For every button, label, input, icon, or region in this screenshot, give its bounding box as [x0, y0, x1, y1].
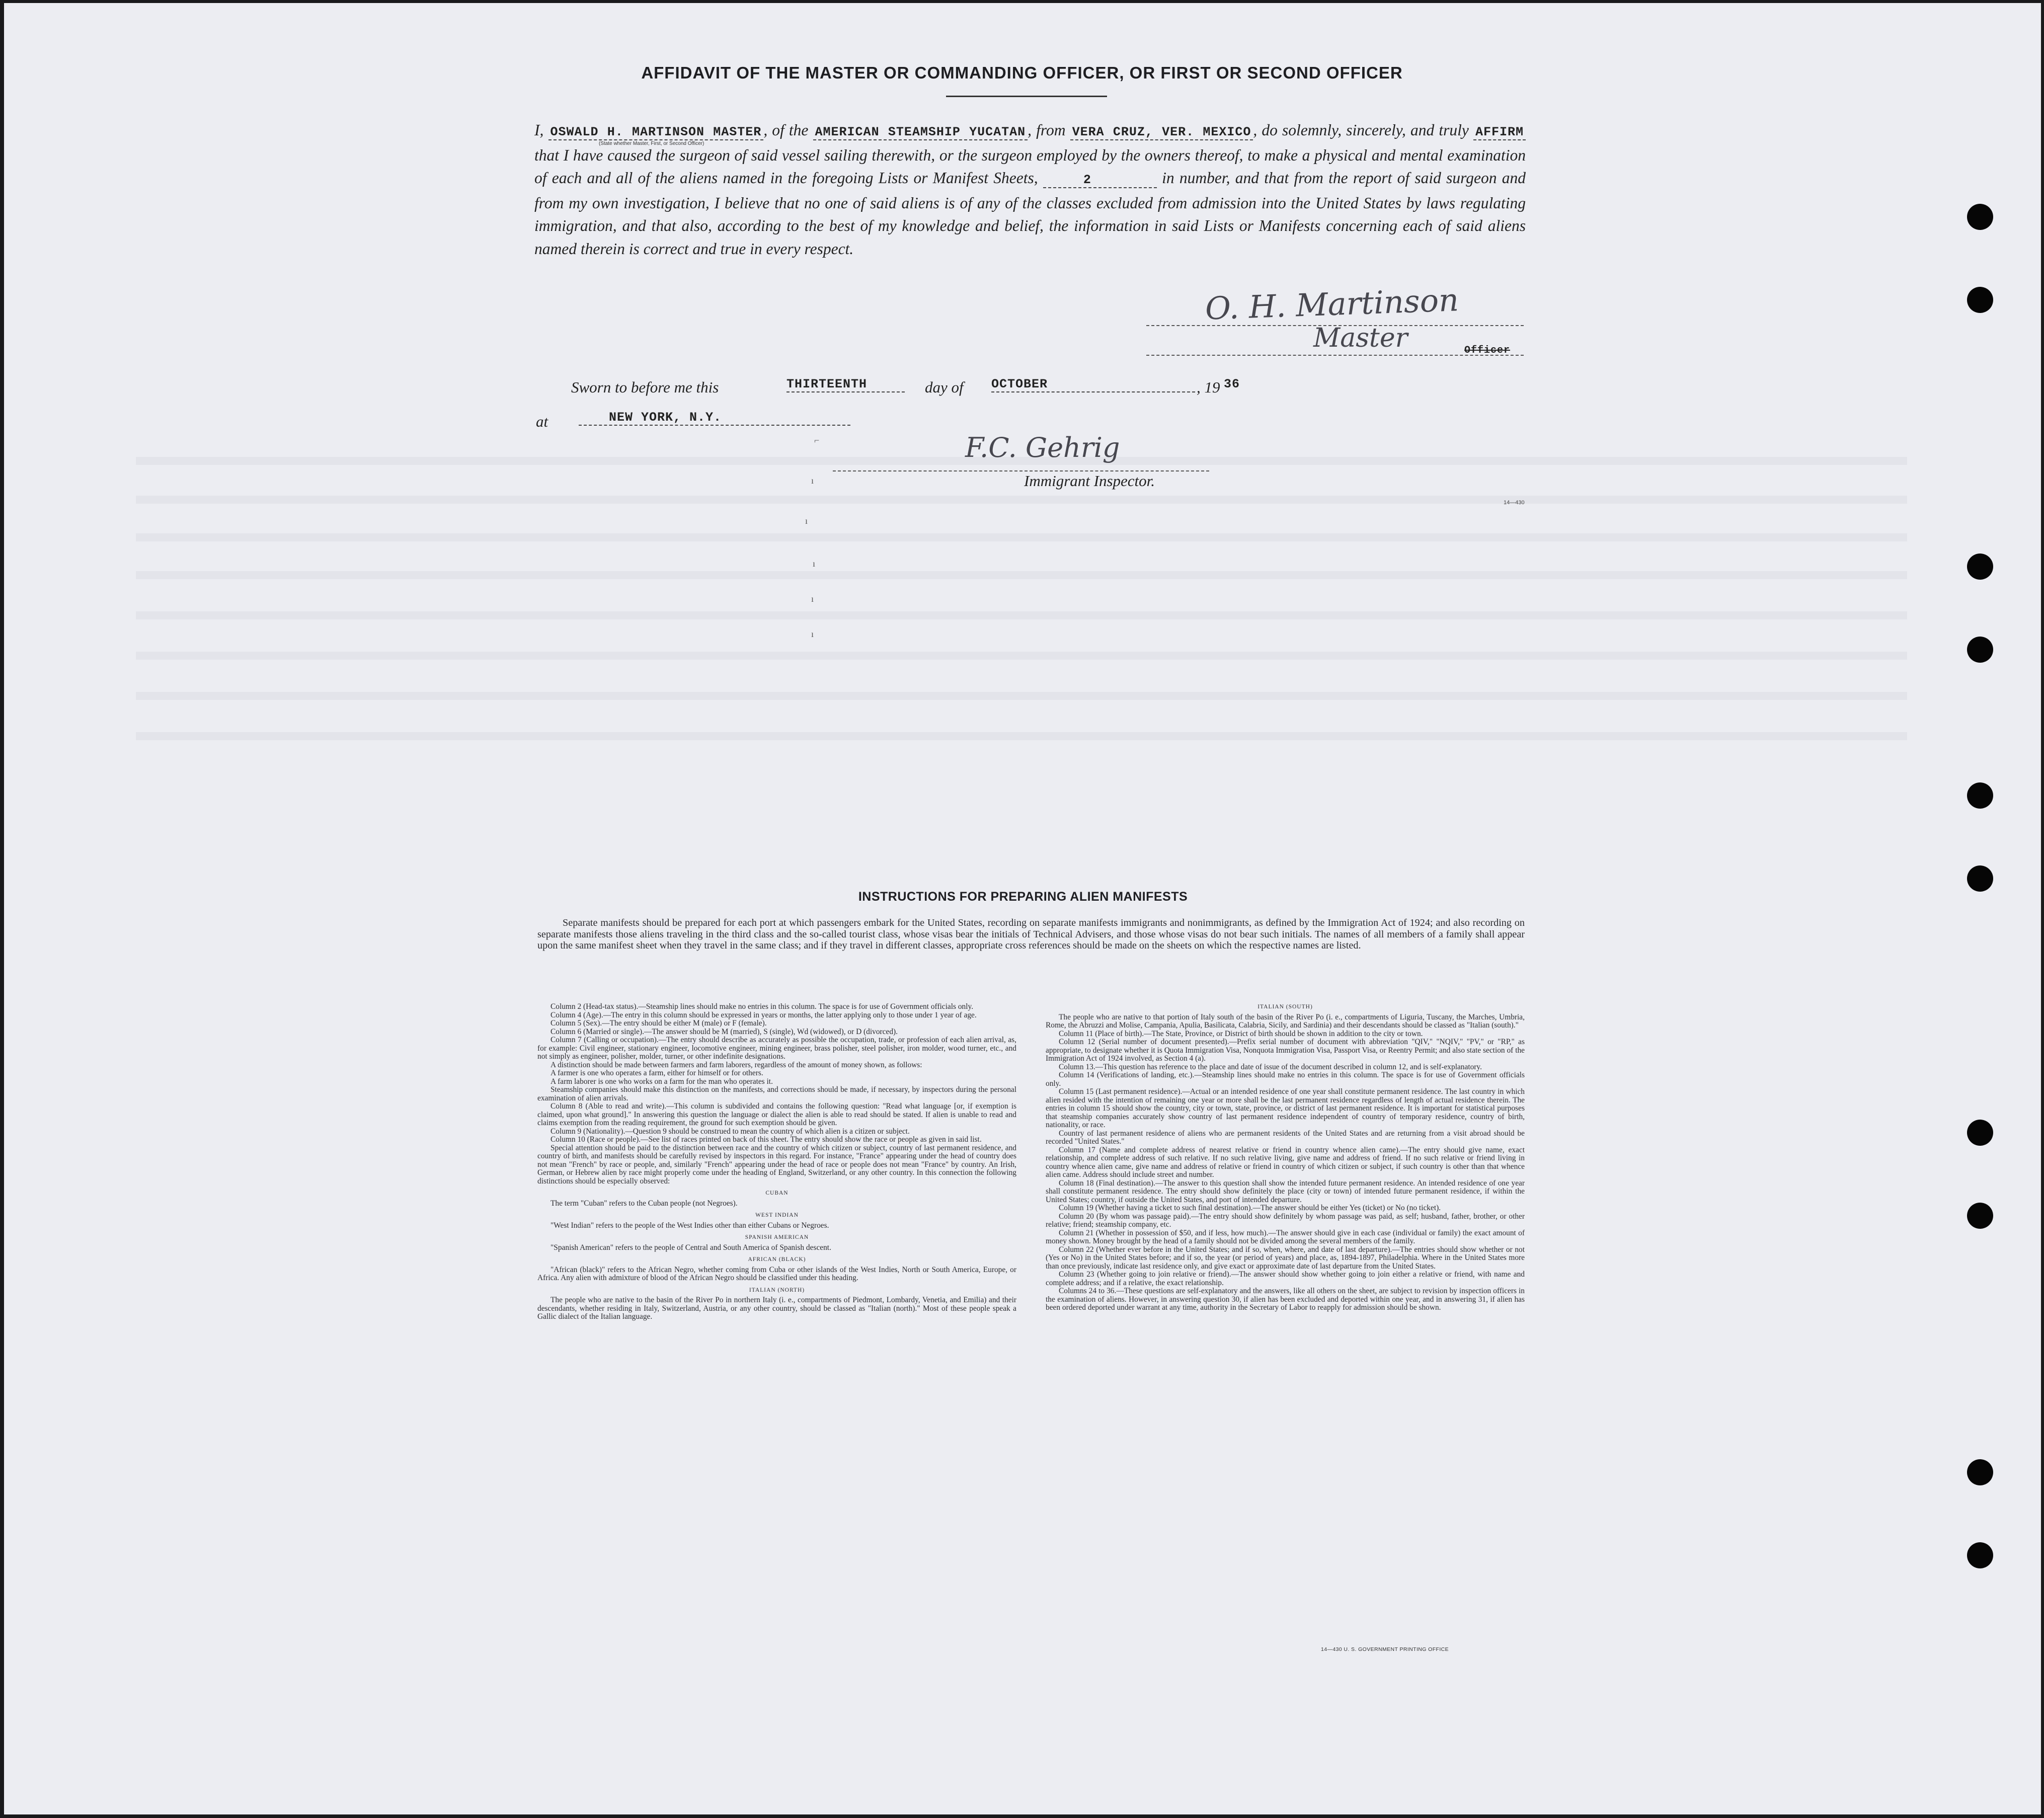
- instruction-paragraph: Special attention should be paid to the distinction between race and the country of which citizen or subject, country of last permanent residence, and country of birth, and manifests should be carefully revised by inspectors in this regard. For instance, "France" appearing under the head of country does not mean "French" by race or people, and, similarly "French" appearing under the head of race or people does not mean "France" by country. An Irish, German, or Hebrew alien by race might properly come under the heading of England, Switzerland, or any other country. In this connection the following distinctions should be especially observed:: [537, 1143, 1016, 1185]
- binder-hole: [1967, 1120, 1993, 1146]
- title-rule: [946, 96, 1107, 97]
- instructions-intro: Separate manifests should be prepared for each port at which passengers embark for the United States, recording on separate manifests immigrants and nonimmigrants, as defined by the Immigration Act of 1924; and also recording on separate manifests those aliens traveling in the third class and the so-called tourist class, whose visas bear the initials of Technical Advisers, and those whose visas do not bear such initials. The names of all members of a family shall appear upon the same manifest sheet when they travel in the same class; and if they travel in different classes, appropriate cross references should be made on the sheets on which the respective names are listed.: [537, 917, 1525, 952]
- printing-office-footer: 14—430 U. S. GOVERNMENT PRINTING OFFICE: [1321, 1646, 1449, 1652]
- affidavit-text: in number, and that from the report of said surgeon and from my own investigation, I believe that no one of said aliens is of any of the classes excluded from admission into the United States by laws regulating immigration, and that also, according to the best of my knowledge and belief, the information in said Lists or Manifests concerning each of said aliens named therein is correct and true in every respect.: [534, 169, 1526, 258]
- tick-mark: ı: [805, 516, 808, 526]
- instruction-paragraph: Column 13.—This question has reference to the place and date of issue of the document described in column 12, and is self-explanatory.: [1059, 1062, 1482, 1071]
- instruction-paragraph: Column 11 (Place of birth).—The State, Province, or District of birth should be shown in addition to the city or town.: [1059, 1029, 1423, 1038]
- bleed-through-row: [136, 496, 1907, 504]
- instruction-paragraph: Column 6 (Married or single).—The answer should be M (married), S (single), Wd (widowed), or D (divorced).: [551, 1027, 898, 1036]
- instruction-paragraph: Column 12 (Serial number of document presented).—Prefix serial number of document with abbreviation "QIV," "NQIV," "PV," or "RP," as appropriate, to designate whether it is Quota Immigration Visa, Nonquota Immigration Visa, Passport Visa, or Reentry Permit; and also state section of the Immigration Act of 1924 involved, as Section 4 (a).: [1046, 1038, 1525, 1063]
- section-heading-italian-south: ITALIAN (SOUTH): [1257, 1004, 1313, 1010]
- bleed-through-row: [136, 652, 1907, 660]
- tick-mark: ı: [811, 629, 814, 639]
- instruction-paragraph: Steamship companies should make this distinction on the manifests, and corrections should be made, if necessary, by inspectors during the personal examination of alien arrivals.: [537, 1085, 1016, 1102]
- vessel-name-field: AMERICAN STEAMSHIP YUCATAN: [813, 125, 1028, 140]
- affidavit-text: , do solemnly, sincerely, and truly: [1253, 121, 1469, 139]
- binder-hole: [1967, 204, 1993, 230]
- departure-port-field: VERA CRUZ, VER. MEXICO: [1070, 125, 1253, 140]
- affidavit-text: , from: [1028, 121, 1066, 139]
- sworn-day-field: THIRTEENTH: [787, 377, 905, 392]
- instruction-paragraph: Column 17 (Name and complete address of nearest relative or friend in country whence alien came).—The entry should give name, exact relationship, and complete address of such relative. If no such relative living, give name and address of friend. If no such relative or friend living in country whence alien came, give name and address of relative or friend in country of which citizen or subject, if such country is other than that whence alien came. Address should include street and number.: [1046, 1145, 1525, 1179]
- instruction-paragraph: Column 21 (Whether in possession of $50, and if less, how much).—The answer should give in each case (individual or family) the exact amount of money shown. Money brought by the head of a family should not be divided among the several members of the family.: [1046, 1228, 1525, 1245]
- struck-officer-text: Officer: [1464, 345, 1511, 356]
- binder-hole: [1967, 782, 1993, 809]
- master-title-signature: Master: [1313, 323, 1408, 353]
- section-heading-african: AFRICAN (BLACK): [748, 1256, 806, 1262]
- day-of-label: day of: [925, 378, 964, 396]
- instruction-paragraph: Column 8 (Able to read and write).—This column is subdivided and contains the following question: "Read what language [or, if exemption is claimed, upon what ground]." In answering this question the language or dialect the alien is able to read should be stated. If alien is unable to read and claims exemption from the reading requirement, the ground for such exemption should be given.: [537, 1102, 1016, 1127]
- master-name-field: OSWALD H. MARTINSON MASTER: [548, 125, 764, 140]
- section-heading-spanish-american: SPANISH AMERICAN: [745, 1234, 809, 1240]
- instruction-paragraph: Column 22 (Whether ever before in the United States; and if so, when, where, and date of last departure).—The entries should show whether or not (Yes or No) in the United States before; and if so, the year (or period of years) and place, as, 1894-1897, Philadelphia. Where in the United States more than once previously, indicate last residence only, and give exact or approximate date of last departure from the United States.: [1046, 1245, 1525, 1271]
- instruction-paragraph: Column 9 (Nationality).—Question 9 should be construed to mean the country of which alien is a citizen or subject.: [551, 1127, 910, 1136]
- instruction-paragraph: A farm laborer is one who works on a farm for the man who operates it.: [551, 1077, 773, 1086]
- affidavit-title: AFFIDAVIT OF THE MASTER OR COMMANDING OFFICER, OR FIRST OR SECOND OFFICER: [641, 63, 1403, 82]
- manifest-page: [4, 3, 2041, 1814]
- binder-hole: [1967, 287, 1993, 313]
- instruction-paragraph: Column 18 (Final destination).—The answer to this question shall show the intended future permanent residence. An intended residence of one year shall constitute permanent residence. The entry should show definitely the place (city or town) of intended future permanent residence, if within the United States; country, if outside the United States, and port of intended departure.: [1046, 1178, 1525, 1204]
- instruction-paragraph: Column 5 (Sex).—The entry should be either M (male) or F (female).: [551, 1019, 767, 1027]
- instruction-paragraph: Column 23 (Whether going to join relative or friend).—The answer should show whether going to join either a relative or friend, with name and complete address; and if a relative, the exact relationship.: [1046, 1270, 1525, 1287]
- inspector-label: Immigrant Inspector.: [1024, 472, 1155, 490]
- instruction-paragraph: "African (black)" refers to the African Negro, whether coming from Cuba or other islands of the West Indies, North or South America, Europe, or Africa. Any alien with admixture of blood of the African Negro should be classified under this heading.: [537, 1265, 1016, 1282]
- instructions-title: INSTRUCTIONS FOR PREPARING ALIEN MANIFESTS: [858, 890, 1188, 904]
- bleed-through-row: [136, 533, 1907, 541]
- binder-hole: [1967, 1203, 1993, 1229]
- instruction-paragraph: A farmer is one who operates a farm, either for himself or for others.: [551, 1069, 763, 1077]
- instruction-paragraph: The term "Cuban" refers to the Cuban people (not Negroes).: [551, 1199, 738, 1208]
- instruction-paragraph: Column 7 (Calling or occupation).—The entry should describe as accurately as possible the occupation, trade, or profession of each alien arrival, as, for example: Civil engineer, stationary engineer, locomotive engineer, mining engineer, brass polisher, steel polisher, iron molder, wood turner, etc., and not simply as engineer, polisher, molder, turner, or other indefinite designations.: [537, 1036, 1016, 1061]
- instructions-right-column: [1046, 1003, 1525, 1312]
- master-signature: O. H. Martinson: [1204, 281, 1460, 327]
- section-heading-cuban: CUBAN: [765, 1190, 789, 1196]
- instruction-paragraph: A distinction should be made between farmers and farm laborers, regardless of the amount of money shown, as follows:: [551, 1060, 922, 1069]
- tick-mark: ⌐: [814, 435, 820, 445]
- sworn-month-field: OCTOBER: [991, 377, 1195, 392]
- instruction-paragraph: The people who are native to the basin of the River Po in northern Italy (i. e., compartments of Piedmont, Lombardy, Venetia, and Emilia) and their descendants, whether residing in Italy, Switzerland, Austria, or any other country, should be classed as "Italian (north)." Most of these people speak a Gallic dialect of the Italian language.: [537, 1296, 1016, 1321]
- bleed-through-row: [136, 692, 1907, 700]
- instruction-paragraph: Column 20 (By whom was passage paid).—The entry should show definitely by whom passage was paid, as self; husband, father, brother, or other relative; friend; steamship company, etc.: [1046, 1212, 1525, 1229]
- instruction-paragraph: The people who are native to that portion of Italy south of the basin of the River Po (i. e., compartments of Liguria, Tuscany, the Marches, Umbria, Rome, the Abruzzi and Molise, Campania, Apulia, Basilicata, Calabria, Sicily, and Sardinia) and their descendants should be classed as "Italian (south).": [1046, 1012, 1525, 1030]
- inspector-signature: F.C. Gehrig: [965, 432, 1120, 463]
- instruction-paragraph: Country of last permanent residence of aliens who are permanent residents of the United States and are returning from a visit abroad should be recorded "United States.": [1046, 1129, 1525, 1146]
- instruction-paragraph: Column 19 (Whether having a ticket to such final destination).—The answer should be either Yes (ticket) or No (no ticket).: [1059, 1204, 1441, 1212]
- instruction-paragraph: Column 10 (Race or people).—See list of races printed on back of this sheet. The entry should show the race or people as given in said list.: [551, 1135, 982, 1144]
- instruction-paragraph: Column 4 (Age).—The entry in this column should be expressed in years or months, the latter applying only to those under 1 year of age.: [551, 1010, 977, 1019]
- section-heading-west-indian: WEST INDIAN: [755, 1212, 799, 1218]
- bleed-through-row: [136, 732, 1907, 740]
- tick-mark: ı: [811, 594, 814, 604]
- instruction-paragraph: "West Indian" refers to the people of the West Indies other than either Cubans or Negroes.: [551, 1221, 829, 1230]
- signature-line: [1146, 355, 1524, 356]
- affidavit-text: I,: [534, 121, 544, 139]
- binder-hole: [1967, 637, 1993, 663]
- oath-field: AFFIRM: [1473, 125, 1526, 140]
- officer-rank-note: (State whether Master, First, or Second Officer): [599, 141, 704, 146]
- form-number: 14—430: [1504, 500, 1525, 506]
- inspector-signature-line: [833, 470, 1209, 471]
- binder-hole: [1967, 1542, 1993, 1568]
- affidavit-text: that I have caused the surgeon of said vessel sailing therewith, or the surgeon employed by the owners thereof, to make a physical and mental examination of each and all of the aliens named in the foregoing Lists or Manifest Sheets,: [534, 146, 1526, 187]
- tick-mark: ı: [813, 559, 816, 569]
- binder-hole: [1967, 1459, 1993, 1485]
- instructions-left-column: [537, 1003, 1016, 1321]
- instruction-paragraph: "Spanish American" refers to the people of Central and South America of Spanish descent.: [551, 1243, 831, 1252]
- section-heading-italian-north: ITALIAN (NORTH): [749, 1287, 805, 1293]
- year-field: 36: [1224, 377, 1240, 391]
- sheet-count-field: 2: [1043, 173, 1157, 188]
- instruction-paragraph: Column 2 (Head-tax status).—Steamship lines should make no entries in this column. The space is for use of Government officials only.: [551, 1002, 974, 1011]
- bleed-through-row: [136, 571, 1907, 579]
- instruction-paragraph: Column 14 (Verifications of landing, etc.).—Steamship lines should make no entries in this column. The space is for use of Government officials only.: [1046, 1071, 1525, 1088]
- instruction-paragraph: Column 15 (Last permanent residence).—Actual or an intended residence of one year shall constitute permanent residence. The last country in which alien resided with the intention of remaining one year or more shall be the last permanent residence regardless of length of actual residence therein. The entries in column 15 should show the country, city or town, state, province, or district of last permanent residence. It is important for statistical purposes that steamship companies accurately show country of last permanent residence independent of country of temporary residence, country of birth, nationality, or race.: [1046, 1087, 1525, 1129]
- tick-mark: ı: [811, 476, 814, 486]
- binder-hole: [1967, 865, 1993, 892]
- instruction-paragraph: Columns 24 to 36.—These questions are self-explanatory and the answers, like all others on the sheet, are subject to revision by inspection officers in the examination of aliens. However, in answering question 30, if alien has been excluded and deported within one year, and in answering 31, if alien has been ordered deported under warrant at any time, authority in the Secretary of Labor to reapply for admission should be shown.: [1046, 1287, 1525, 1312]
- at-label: at: [536, 413, 548, 430]
- bleed-through-row: [136, 611, 1907, 619]
- affidavit-body: [534, 119, 1526, 260]
- binder-hole: [1967, 554, 1993, 580]
- sworn-location-field: NEW YORK, N.Y.: [579, 410, 850, 426]
- sworn-label: Sworn to before me this: [571, 378, 719, 396]
- affidavit-text: , of the: [763, 121, 809, 139]
- year-prefix: , 19: [1197, 378, 1220, 396]
